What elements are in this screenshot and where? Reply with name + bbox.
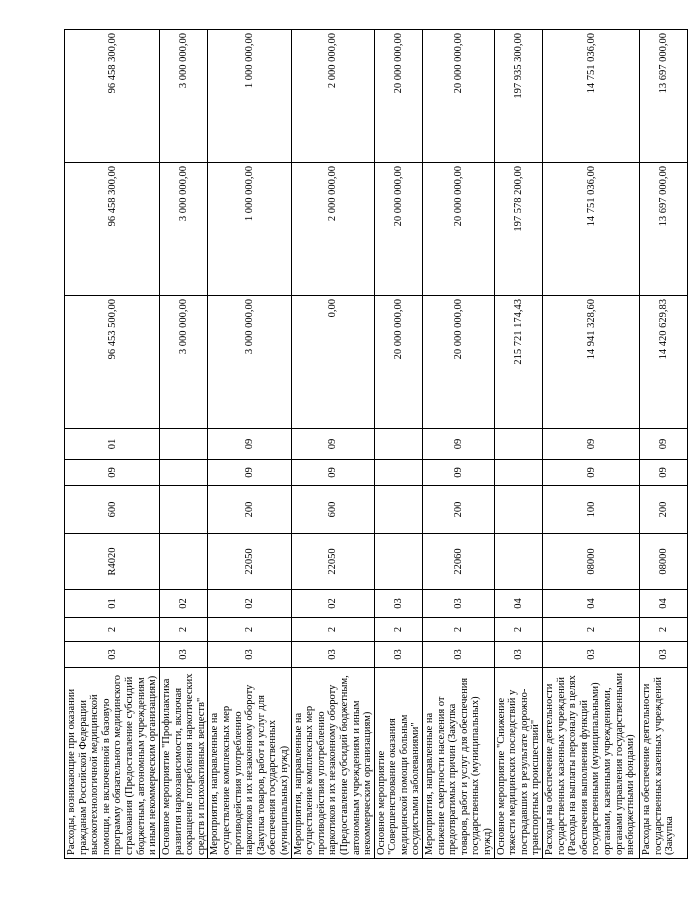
row-name: Мероприятия, направленные на осуществление комплексных мер противодействия употреблению наркотиков и их незаконному обороту (Предоставление субсидий бюджетным, автономным учреждениям и иным некоммерческим организациям) xyxy=(291,668,374,859)
cell-amount-2: 2 000 000,00 xyxy=(291,163,374,296)
table-row xyxy=(291,30,374,859)
cell-program: 03 xyxy=(543,642,640,668)
table-row xyxy=(543,30,640,859)
budget-table xyxy=(64,29,688,859)
cell-amount-1: 215 721 174,43 xyxy=(494,296,542,429)
cell-expense-type: 200 xyxy=(208,486,291,534)
cell-program: 03 xyxy=(423,642,495,668)
cell-program: 03 xyxy=(65,642,160,668)
cell-expense-type: 200 xyxy=(423,486,495,534)
cell-main-event: 04 xyxy=(494,590,542,618)
cell-amount-3: 20 000 000,00 xyxy=(423,30,495,163)
cell-subsection: 09 xyxy=(423,429,495,460)
cell-direction: R4020 xyxy=(65,534,160,590)
cell-subprogram: 2 xyxy=(291,618,374,642)
row-name: Расходы, возникающие при оказании гражданам Российской Федерации высокотехнологичной медицинской помощи, не включенной в базовую программу обязательного медицинского страхования (Предоставление субсидий бюджетным, автономным учреждениям и иным некоммерческим организациям) xyxy=(65,668,160,859)
cell-subprogram: 2 xyxy=(423,618,495,642)
cell-expense-type: 100 xyxy=(543,486,640,534)
cell-direction xyxy=(160,534,208,590)
table-row xyxy=(65,30,160,859)
cell-direction xyxy=(494,534,542,590)
cell-subsection: 09 xyxy=(291,429,374,460)
cell-program: 03 xyxy=(208,642,291,668)
table-row xyxy=(640,30,688,859)
cell-amount-2: 1 000 000,00 xyxy=(208,163,291,296)
cell-expense-type xyxy=(160,486,208,534)
cell-main-event: 01 xyxy=(65,590,160,618)
cell-amount-2: 20 000 000,00 xyxy=(423,163,495,296)
cell-main-event: 02 xyxy=(160,590,208,618)
cell-section: 09 xyxy=(208,460,291,486)
row-name: Основное мероприятие "Снижение тяжести медицинских последствий у пострадавших в результате дорожно-транспортных происшествий" xyxy=(494,668,542,859)
cell-subprogram: 2 xyxy=(543,618,640,642)
cell-subsection xyxy=(160,429,208,460)
row-name: Мероприятия, направленные на осуществление комплексных мер противодействия употреблению наркотиков и их незаконному обороту (Закупка товаров, работ и услуг для обеспечения государственных (муниципальных) нужд) xyxy=(208,668,291,859)
cell-direction: 08000 xyxy=(640,534,688,590)
cell-main-event: 03 xyxy=(374,590,422,618)
cell-subsection: 09 xyxy=(640,429,688,460)
row-name: Мероприятия, направленные на снижение смертности населения от предотвратимых причин (Закупка товаров, работ и услуг для обеспечения государственных (муниципальных) нужд) xyxy=(423,668,495,859)
cell-direction: 22060 xyxy=(423,534,495,590)
cell-section: 09 xyxy=(423,460,495,486)
cell-expense-type: 600 xyxy=(65,486,160,534)
cell-direction: 08000 xyxy=(543,534,640,590)
cell-amount-3: 197 935 300,00 xyxy=(494,30,542,163)
cell-subprogram: 2 xyxy=(374,618,422,642)
table-row xyxy=(160,30,208,859)
cell-program: 03 xyxy=(291,642,374,668)
cell-amount-2: 197 578 200,00 xyxy=(494,163,542,296)
cell-program: 03 xyxy=(374,642,422,668)
cell-subprogram: 2 xyxy=(208,618,291,642)
cell-section xyxy=(494,460,542,486)
cell-main-event: 03 xyxy=(423,590,495,618)
cell-program: 03 xyxy=(640,642,688,668)
cell-subprogram: 2 xyxy=(640,618,688,642)
cell-amount-2: 3 000 000,00 xyxy=(160,163,208,296)
cell-subsection: 09 xyxy=(543,429,640,460)
cell-subsection xyxy=(494,429,542,460)
cell-amount-3: 13 697 000,00 xyxy=(640,30,688,163)
cell-amount-1: 14 420 629,83 xyxy=(640,296,688,429)
cell-amount-1: 0,00 xyxy=(291,296,374,429)
cell-amount-1: 96 453 500,00 xyxy=(65,296,160,429)
cell-amount-3: 1 000 000,00 xyxy=(208,30,291,163)
cell-direction: 22050 xyxy=(208,534,291,590)
row-name: Основное мероприятие "Совершенствование оказания медицинской помощи больным сосудистыми заболеваниями" xyxy=(374,668,422,859)
cell-section: 09 xyxy=(291,460,374,486)
cell-subprogram: 2 xyxy=(65,618,160,642)
cell-expense-type: 600 xyxy=(291,486,374,534)
cell-expense-type xyxy=(374,486,422,534)
page-area xyxy=(64,30,676,859)
cell-main-event: 02 xyxy=(291,590,374,618)
cell-direction: 22050 xyxy=(291,534,374,590)
cell-amount-3: 96 458 300,00 xyxy=(65,30,160,163)
cell-subsection: 01 xyxy=(65,429,160,460)
cell-amount-2: 14 751 036,00 xyxy=(543,163,640,296)
cell-amount-3: 14 751 036,00 xyxy=(543,30,640,163)
cell-amount-1: 20 000 000,00 xyxy=(374,296,422,429)
cell-subsection xyxy=(374,429,422,460)
row-name: Расходы на обеспечение деятельности государственных казенных учреждений (Закупка xyxy=(640,668,688,859)
cell-section: 09 xyxy=(65,460,160,486)
cell-main-event: 02 xyxy=(208,590,291,618)
cell-program: 03 xyxy=(160,642,208,668)
cell-program: 03 xyxy=(494,642,542,668)
row-name: Расходы на обеспечение деятельности государственных казенных учреждений (Расходы на выплаты персоналу в целях обеспечения выполнения функций государственными (муниципальными) органами, казенными учреждениями, органами управления государственными внебюджетными фондами) xyxy=(543,668,640,859)
table-row xyxy=(374,30,422,859)
cell-amount-1: 14 941 328,60 xyxy=(543,296,640,429)
cell-subprogram: 2 xyxy=(494,618,542,642)
cell-amount-2: 13 697 000,00 xyxy=(640,163,688,296)
cell-expense-type xyxy=(494,486,542,534)
row-name: Основное мероприятие "Профилактика развития наркозависимости, включая сокращение потребления наркотических средств и психоактивных веществ" xyxy=(160,668,208,859)
cell-subsection: 09 xyxy=(208,429,291,460)
cell-section: 09 xyxy=(543,460,640,486)
table-row xyxy=(494,30,542,859)
table-row xyxy=(208,30,291,859)
cell-amount-1: 20 000 000,00 xyxy=(423,296,495,429)
cell-amount-3: 2 000 000,00 xyxy=(291,30,374,163)
cell-expense-type: 200 xyxy=(640,486,688,534)
cell-amount-1: 3 000 000,00 xyxy=(208,296,291,429)
rotated-table-container xyxy=(64,30,676,859)
table-body xyxy=(65,30,688,859)
cell-amount-3: 20 000 000,00 xyxy=(374,30,422,163)
cell-main-event: 04 xyxy=(640,590,688,618)
cell-main-event: 04 xyxy=(543,590,640,618)
cell-section xyxy=(374,460,422,486)
cell-section: 09 xyxy=(640,460,688,486)
cell-amount-3: 3 000 000,00 xyxy=(160,30,208,163)
table-row xyxy=(423,30,495,859)
cell-direction xyxy=(374,534,422,590)
cell-amount-1: 3 000 000,00 xyxy=(160,296,208,429)
cell-amount-2: 96 458 300,00 xyxy=(65,163,160,296)
cell-section xyxy=(160,460,208,486)
cell-amount-2: 20 000 000,00 xyxy=(374,163,422,296)
cell-subprogram: 2 xyxy=(160,618,208,642)
